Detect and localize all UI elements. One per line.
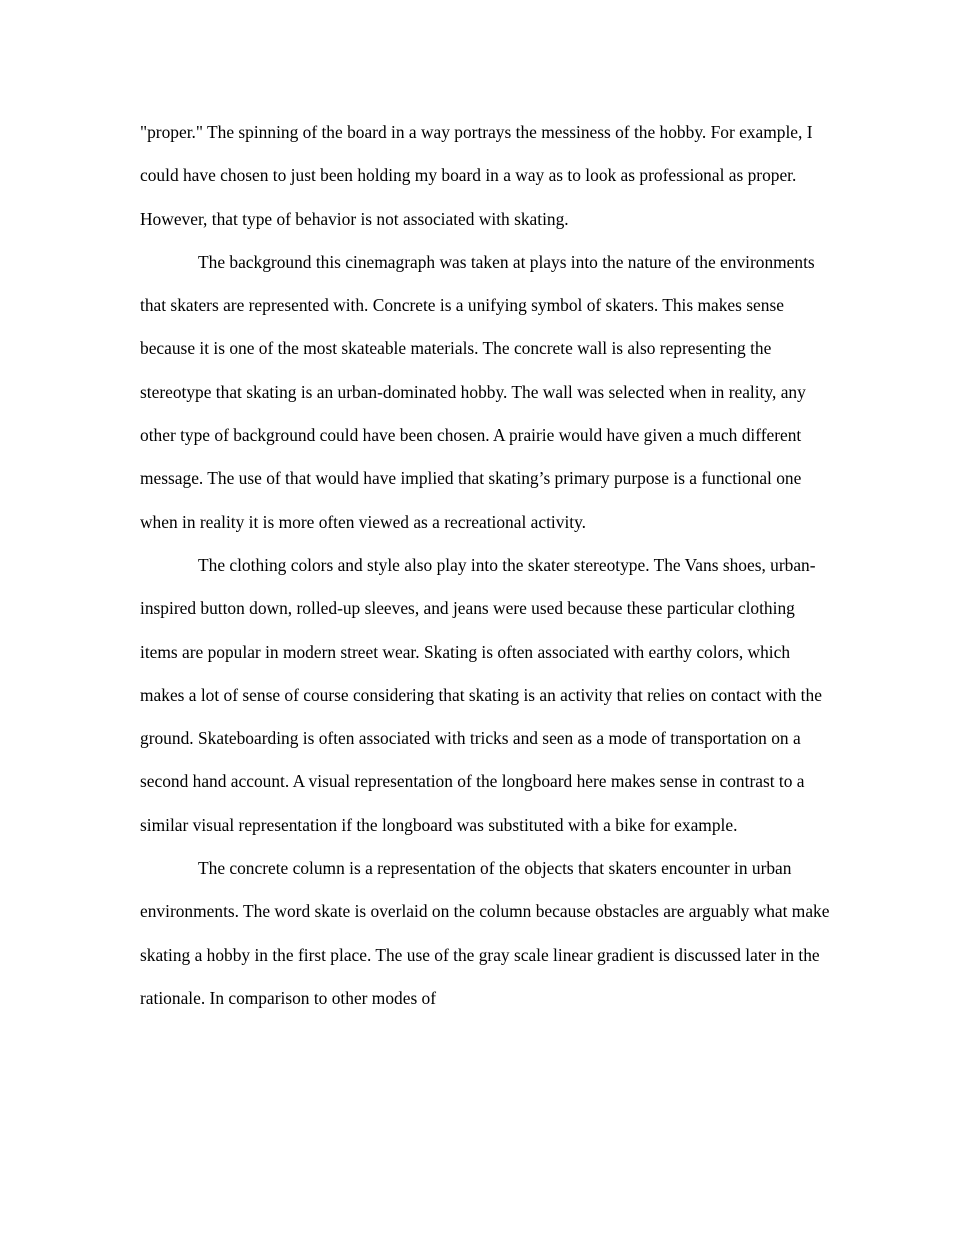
paragraph-clothing: The clothing colors and style also play into the skater stereotype. The Vans shoes, urban-inspired button down, rolled-up sleeves, and jeans were used because these particular clothing items are popular in modern street wear. Skating is often associated with earthy colors, which makes a lot of sense of course considering that skating is an activity that relies on contact with the ground. Skateboarding is often associated with tricks and seen as a mode of transportation on a second hand account. A visual representation of the longboard here makes sense in contrast to a similar visual representation if the longboard was substituted with a bike for example. [140,554,822,835]
document-body [140,111,830,1020]
paragraph-continuation: "proper." The spinning of the board in a way portrays the messiness of the hobby. For example, I could have chosen to just been holding my board in a way as to look as professional as proper. However, that type of behavior is not associated with skating. [140,122,813,229]
paragraph-concrete-column: The concrete column is a representation of the objects that skaters encounter in urban environments. The word skate is overlaid on the column because obstacles are arguably what make skating a hobby in the first place. The use of the gray scale linear gradient is discussed later in the rationale. In comparison to other modes of [140,858,830,1008]
paragraph-background: The background this cinemagraph was taken at plays into the nature of the environments that skaters are represented with. Concrete is a unifying symbol of skaters. This makes sense because it is one of the most skateable materials. The concrete wall is also representing the stereotype that skating is an urban-dominated hobby. The wall was selected when in reality, any other type of background could have been chosen. A prairie would have given a much different message. The use of that would have implied that skating’s primary purpose is a functional one when in reality it is more often viewed as a recreational activity. [140,251,815,532]
